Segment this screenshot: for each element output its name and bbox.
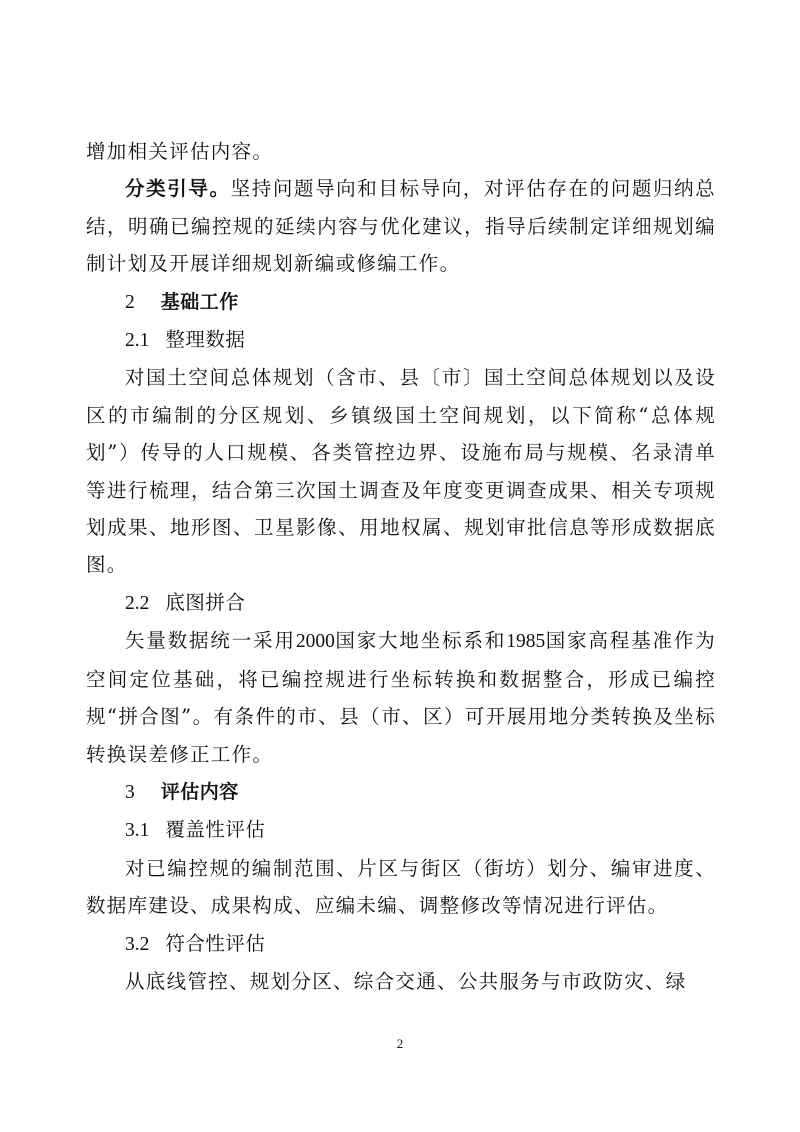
year-number: 1985 <box>506 631 546 653</box>
year-number: 2000 <box>295 631 335 653</box>
section-number: 2.2 <box>125 592 150 614</box>
page-number: 2 <box>396 1036 404 1051</box>
section-title: 整理数据 <box>165 328 246 352</box>
paragraph-classification-guidance <box>86 170 716 282</box>
paragraph-data-organization <box>86 359 716 583</box>
paragraph-text: 坚持问题导向和目标导向，对评估存在的问题归纳总结，明确已编控规的延续内容与优化建议，指导后续制定详细规划编制计划及开展详细规划新编或修编工作。 <box>86 177 716 276</box>
section-heading-2-2 <box>86 584 716 622</box>
section-number: 3.2 <box>125 933 150 955</box>
paragraph-text: 对国土空间总体规划（含市、县〔市〕国土空间总体规划以及设区的市编制的分区规划、乡镇级国土空间规划，以下简称“总体规划”）传导的人口规模、各类管控边界、设施布局与规模、名录清单等进行梳理，结合第三次国土调查及年度变更调查成果、相关专项规划成果、地形图、卫星影像、用地权属、规划审批信息等形成数据底图。 <box>86 366 716 577</box>
paragraph-text: 国家高程基准作为空间定位基础，将已编控规进行坐标转换和数据整合，形成已编控规“拼合图”。有条件的市、县（市、区）可开展用地分类转换及坐标转换误差修正工作。 <box>86 629 716 766</box>
paragraph-coverage <box>86 850 716 925</box>
section-number: 3.1 <box>125 820 150 842</box>
section-number: 2 <box>125 291 135 313</box>
section-heading-3-2 <box>86 925 716 963</box>
paragraph-conformity <box>86 963 716 1000</box>
section-title: 符合性评估 <box>165 931 266 955</box>
document-body <box>86 133 716 1000</box>
section-title: 评估内容 <box>160 780 239 803</box>
section-number: 3 <box>125 781 135 803</box>
section-title: 基础工作 <box>160 290 239 313</box>
section-heading-3-1 <box>86 811 716 849</box>
paragraph-text: 从底线管控、规划分区、综合交通、公共服务与市政防灾、绿 <box>125 969 687 993</box>
paragraph-text: 矢量数据统一采用 <box>125 629 296 653</box>
section-title: 覆盖性评估 <box>165 818 266 842</box>
paragraph-base-map <box>86 622 716 773</box>
section-title: 底图拼合 <box>165 590 246 614</box>
paragraph-text: 国家大地坐标系和 <box>334 629 507 653</box>
section-heading-2 <box>86 283 716 321</box>
paragraph-lead: 分类引导。 <box>125 177 231 201</box>
paragraph-continuation <box>86 133 716 170</box>
section-heading-3 <box>86 773 716 811</box>
section-number: 2.1 <box>125 330 150 352</box>
paragraph-text: 增加相关评估内容。 <box>86 140 274 163</box>
paragraph-text: 对已编控规的编制范围、片区与街区（街坊）划分、编审进度、数据库建设、成果构成、应编未编、调整修改等情况进行评估。 <box>86 856 716 918</box>
section-heading-2-1 <box>86 321 716 359</box>
